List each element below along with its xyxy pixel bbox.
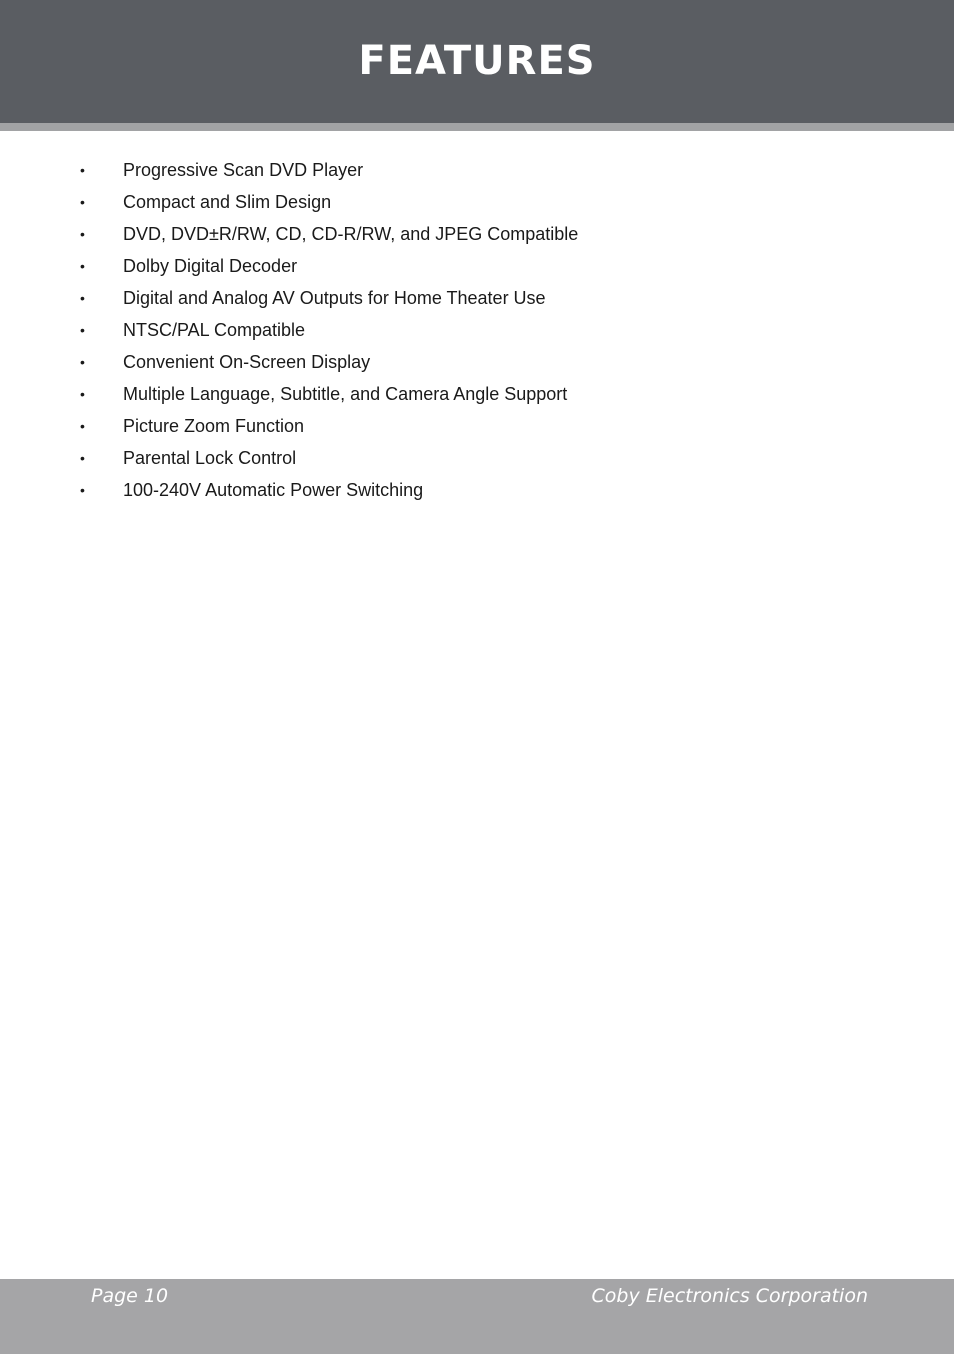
bullet-icon: • — [80, 322, 85, 338]
bullet-icon: • — [80, 226, 85, 242]
feature-text: Multiple Language, Subtitle, and Camera Angle Support — [123, 384, 568, 404]
feature-text: Picture Zoom Function — [123, 416, 305, 436]
feature-text: 100-240V Automatic Power Switching — [123, 480, 424, 500]
header-divider — [0, 123, 954, 131]
feature-text: DVD, DVD±R/RW, CD, CD-R/RW, and JPEG Compatible — [123, 224, 579, 244]
list-item — [0, 282, 954, 314]
feature-text: Compact and Slim Design — [123, 192, 332, 212]
bullet-icon: • — [80, 418, 85, 434]
bullet-icon: • — [80, 354, 85, 370]
page-header — [0, 0, 954, 123]
feature-text: Dolby Digital Decoder — [123, 256, 298, 276]
bullet-icon: • — [80, 450, 85, 466]
list-item — [0, 218, 954, 250]
page-footer — [0, 1279, 954, 1354]
bullet-icon: • — [80, 258, 85, 274]
list-item — [0, 410, 954, 442]
list-item — [0, 314, 954, 346]
list-item — [0, 186, 954, 218]
feature-text: Parental Lock Control — [123, 448, 297, 468]
bullet-icon: • — [80, 386, 85, 402]
bullet-icon: • — [80, 482, 85, 498]
page-title: FEATURES — [358, 38, 596, 84]
list-item — [0, 250, 954, 282]
bullet-icon: • — [80, 194, 85, 210]
list-item — [0, 442, 954, 474]
page-number: Page 10 — [91, 1285, 169, 1307]
feature-text: Digital and Analog AV Outputs for Home Theater Use — [123, 288, 546, 308]
list-item — [0, 474, 954, 506]
list-item — [0, 346, 954, 378]
features-list — [0, 154, 954, 506]
feature-text: NTSC/PAL Compatible — [123, 320, 306, 340]
bullet-icon: • — [80, 290, 85, 306]
company-name: Coby Electronics Corporation — [591, 1285, 868, 1307]
feature-text: Convenient On-Screen Display — [123, 352, 371, 372]
feature-text: Progressive Scan DVD Player — [123, 160, 364, 180]
bullet-icon: • — [80, 162, 85, 178]
list-item — [0, 154, 954, 186]
list-item — [0, 378, 954, 410]
